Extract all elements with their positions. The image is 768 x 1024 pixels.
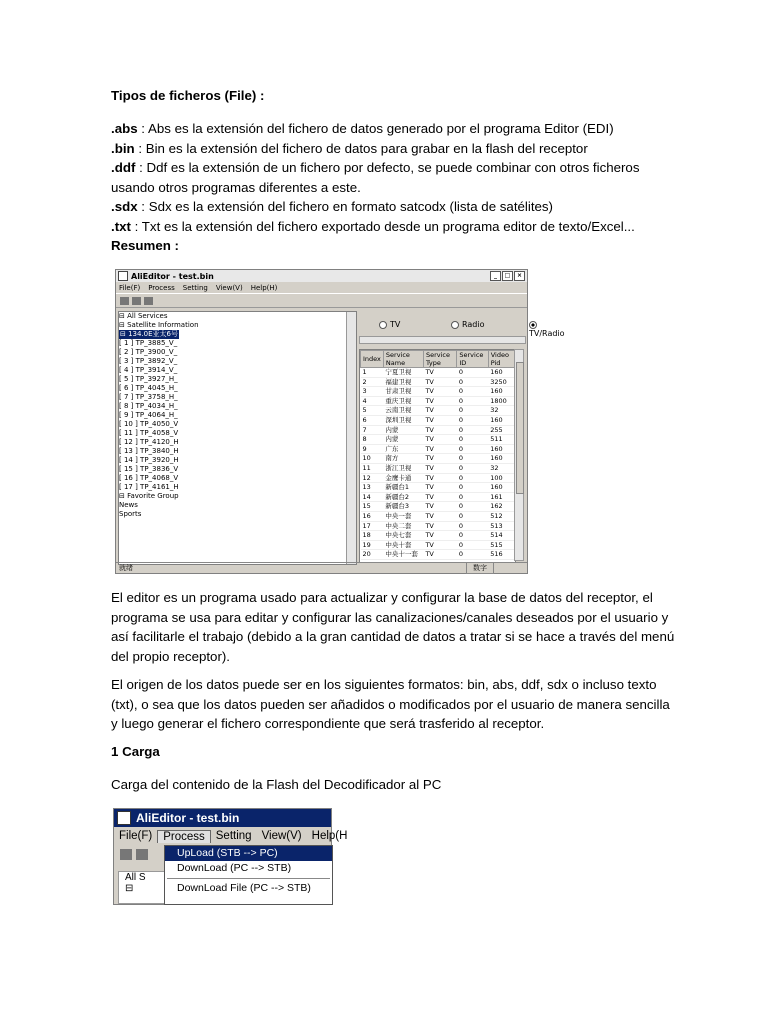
table-cell: 20 (361, 550, 384, 560)
table-row (361, 473, 515, 483)
tree-item: News (119, 501, 138, 509)
app-icon (118, 271, 128, 281)
table-cell: TV (423, 454, 456, 464)
paragraph-origin (111, 675, 670, 734)
table-row (361, 435, 515, 445)
resumen-label: Resumen : (111, 238, 179, 253)
col-service-type: Service Type (423, 351, 456, 368)
table-cell: 0 (457, 463, 488, 473)
table-cell: 新疆台3 (383, 502, 423, 512)
tree-item: ⊟ Favorite Group (119, 492, 179, 500)
col-video-pid: Video Pid (488, 351, 514, 368)
window-titlebar (114, 809, 331, 827)
radio-radio: Radio (451, 320, 484, 329)
status-bar (116, 562, 527, 573)
table-cell: 0 (457, 511, 488, 521)
window-title: AliEditor - test.bin (131, 271, 214, 281)
table-cell: 160 (488, 454, 514, 464)
table-cell: 12 (361, 473, 384, 483)
alieditor-screenshot-process-menu (113, 808, 348, 905)
tree-item: [ 10 ] TP_4050_V (119, 420, 179, 428)
table-cell: 内蒙 (383, 425, 423, 435)
tree-item: All S (125, 872, 146, 883)
radio-tv-radio: TV/Radio (529, 320, 565, 338)
table-scrollbar (514, 349, 524, 561)
table-row (361, 368, 515, 378)
table-cell: 160 (488, 483, 514, 493)
menu-setting: Setting (215, 830, 252, 842)
table-cell: 513 (488, 521, 514, 531)
table-cell: 160 (488, 415, 514, 425)
menu-view: View(V) (261, 830, 302, 842)
file-type-txt: .txt : Txt es la extensión del fichero exportado desde un programa editor de texto/Excel... (111, 218, 635, 234)
save-all-icon (144, 297, 153, 305)
menu-help: Help(H) (250, 283, 278, 292)
table-cell: 4 (361, 396, 384, 406)
menu-process: Process (157, 830, 211, 843)
table-row (361, 550, 515, 560)
tree-item: [ 3 ] TP_3892_V_ (119, 357, 178, 365)
window-title: AliEditor - test.bin (136, 811, 240, 825)
paragraph-line: El origen de los datos puede ser en los siguientes formatos: bin, abs, ddf, sdx o incluso texto (111, 677, 657, 692)
table-cell: 161 (488, 492, 514, 502)
radio-icon (379, 321, 387, 329)
menu-file: File(F) (119, 830, 153, 842)
table-cell: 32 (488, 463, 514, 473)
table-row (361, 444, 515, 454)
table-cell: 广东 (383, 444, 423, 454)
table-cell: TV (423, 415, 456, 425)
table-cell: 1800 (488, 396, 514, 406)
table-cell: 重庆卫视 (383, 396, 423, 406)
table-cell: 宁夏卫视 (383, 368, 423, 378)
scroll-thumb (516, 362, 524, 494)
table-cell: TV (423, 425, 456, 435)
tree-item: [ 13 ] TP_3840_H (119, 447, 179, 455)
table-cell: 0 (457, 368, 488, 378)
table-cell: 0 (457, 425, 488, 435)
app-icon (117, 811, 131, 825)
section-title: 1 Carga (111, 744, 160, 759)
tree-item: [ 12 ] TP_4120_H (119, 438, 179, 446)
table-cell: 深圳卫视 (383, 415, 423, 425)
tree-item-selected (119, 330, 356, 339)
file-type-ddf: .ddf : Ddf es la extensión de un fichero por defecto, se puede combinar con otros ficheros (111, 160, 640, 175)
table-cell: 3250 (488, 377, 514, 387)
table-cell: 中央七套 (383, 531, 423, 541)
table-cell: 514 (488, 531, 514, 541)
table-cell: 福建卫视 (383, 377, 423, 387)
table-cell: 0 (457, 387, 488, 397)
paragraph-line: del propio receptor). (111, 648, 230, 664)
table-cell: 14 (361, 492, 384, 502)
table-cell: 0 (457, 550, 488, 560)
table-cell: 0 (457, 483, 488, 493)
table-cell: 17 (361, 521, 384, 531)
table-cell: TV (423, 540, 456, 550)
table-cell: 新疆台2 (383, 492, 423, 502)
table-cell: 0 (457, 396, 488, 406)
table-row (361, 463, 515, 473)
table-cell: 0 (457, 531, 488, 541)
table-cell: TV (423, 511, 456, 521)
table-cell: 7 (361, 425, 384, 435)
tree-item: Sports (119, 510, 142, 518)
table-cell: 255 (488, 425, 514, 435)
col-service-id: Service ID (457, 351, 488, 368)
table-row (361, 492, 515, 502)
table-cell: 云南卫视 (383, 406, 423, 416)
table-cell: 160 (488, 368, 514, 378)
table-cell: 515 (488, 540, 514, 550)
table-cell: 2 (361, 377, 384, 387)
file-type-list (111, 119, 639, 256)
save-icon (136, 849, 148, 860)
table-cell: 100 (488, 473, 514, 483)
tree-item: [ 14 ] TP_3920_H (119, 456, 179, 464)
table-row (361, 454, 515, 464)
table-cell: TV (423, 387, 456, 397)
alieditor-screenshot-main (115, 269, 565, 574)
table-cell: 中央十套 (383, 540, 423, 550)
menu-process: Process (148, 283, 175, 292)
table-cell: 1 (361, 368, 384, 378)
menu-view: View(V) (215, 283, 243, 292)
table-cell: 15 (361, 502, 384, 512)
table-cell: 18 (361, 531, 384, 541)
paragraph-line: programa se usa para editar y configurar las canalizaciones/canales deseados por el usuario y (111, 609, 669, 625)
table-row (361, 511, 515, 521)
table-cell: 511 (488, 435, 514, 445)
tree-item: [ 15 ] TP_3836_V (119, 465, 179, 473)
paragraph-line: (txt), o sea que los datos pueden ser añadidos o modificados por el usuario de manera sencilla (111, 696, 670, 712)
table-cell: 8 (361, 435, 384, 445)
table-cell: 中央二套 (383, 521, 423, 531)
tree-item: [ 4 ] TP_3914_V_ (119, 366, 178, 374)
table-header (361, 351, 515, 368)
tree-item: [ 2 ] TP_3900_V_ (119, 348, 178, 356)
table-cell: 19 (361, 540, 384, 550)
table-cell: TV (423, 531, 456, 541)
open-icon (120, 849, 132, 860)
tree-item: [ 7 ] TP_3758_H_ (119, 393, 178, 401)
table-row (361, 415, 515, 425)
toolbar (116, 293, 527, 308)
table-cell: TV (423, 521, 456, 531)
table-cell: 中央十一套 (383, 550, 423, 560)
table-cell: TV (423, 463, 456, 473)
table-cell: TV (423, 406, 456, 416)
table-row (361, 406, 515, 416)
paragraph-editor (111, 588, 674, 666)
table-cell: TV (423, 473, 456, 483)
tree-item: [ 1 ] TP_3885_V_ (119, 339, 178, 347)
table-cell: 内蒙 (383, 435, 423, 445)
tree-item-selected-label: ⊟ 134.0E亚太6号 (120, 330, 179, 338)
menu-file: File(F) (119, 283, 141, 292)
table-cell: 0 (457, 454, 488, 464)
menu-bar (114, 827, 348, 845)
table-cell: 6 (361, 415, 384, 425)
table-cell: 中央一套 (383, 511, 423, 521)
window-titlebar (116, 270, 527, 282)
paragraph-line: El editor es un programa usado para actualizar y configurar la base de datos del receptor, el (111, 590, 653, 605)
table-row (361, 531, 515, 541)
table-cell: 10 (361, 454, 384, 464)
table-cell: 浙江卫视 (383, 463, 423, 473)
table-row (361, 377, 515, 387)
table-cell: 3 (361, 387, 384, 397)
radio-icon (451, 321, 459, 329)
table-row (361, 396, 515, 406)
table-cell: TV (423, 483, 456, 493)
section-heading: Tipos de ficheros (File) : (111, 88, 265, 103)
col-index: Index (361, 351, 384, 368)
table-cell: 512 (488, 511, 514, 521)
menu-item-download: DownLoad (PC --> STB) (177, 862, 292, 874)
table-row (361, 387, 515, 397)
table-cell: 甘肃卫视 (383, 387, 423, 397)
table-row (361, 425, 515, 435)
table-cell: TV (423, 444, 456, 454)
table-cell: 金鹰卡通 (383, 473, 423, 483)
file-type-sdx: .sdx : Sdx es la extensión del fichero en formato satcodx (lista de satélites) (111, 199, 553, 214)
tree-item: [ 5 ] TP_3927_H_ (119, 375, 178, 383)
maximize-icon: □ (502, 271, 513, 281)
table-cell: 0 (457, 473, 488, 483)
menu-item-upload: UpLoad (STB --> PC) (165, 846, 332, 861)
table-cell: 5 (361, 406, 384, 416)
menu-setting: Setting (182, 283, 208, 292)
table-cell: 0 (457, 444, 488, 454)
table-cell: 新疆台1 (383, 483, 423, 493)
paragraph-line: así facilitarle el trabajo (debido a la gran cantidad de datos a tratar si se hace a través del menú (111, 629, 675, 644)
tree-item: [ 8 ] TP_4034_H_ (119, 402, 178, 410)
menu-help: Help(H (311, 830, 348, 842)
table-cell: 162 (488, 502, 514, 512)
table-cell: 0 (457, 540, 488, 550)
menu-item-download-file: DownLoad File (PC --> STB) (177, 882, 311, 894)
file-type-abs: .abs : Abs es la extensión del fichero de datos generado por el programa Editor (EDI) (111, 121, 614, 136)
table-cell: 160 (488, 444, 514, 454)
table-row (361, 502, 515, 512)
save-icon (132, 297, 141, 305)
table-cell: TV (423, 492, 456, 502)
service-tree (118, 311, 357, 565)
file-type-ddf-cont: usando otros programas diferentes a este. (111, 179, 361, 195)
table-cell: 0 (457, 492, 488, 502)
table-cell: TV (423, 502, 456, 512)
tree-item: ⊟ Satellite Information (119, 321, 199, 329)
status-text: 就绪 (119, 564, 133, 572)
table-cell: 0 (457, 435, 488, 445)
table-row (361, 540, 515, 550)
table-cell: 32 (488, 406, 514, 416)
table-cell: 0 (457, 502, 488, 512)
paragraph-line: y luego generar el fichero correspondiente que será trasferido al receptor. (111, 716, 545, 731)
table-cell: TV (423, 435, 456, 445)
radio-tv: TV (379, 320, 400, 329)
col-service-name: Service Name (383, 351, 423, 368)
table-cell: TV (423, 377, 456, 387)
table-cell: TV (423, 396, 456, 406)
status-indicator: 数字 (466, 562, 494, 574)
menu-separator (167, 878, 330, 879)
horizontal-scrollbar (359, 336, 526, 344)
table-cell: 南方 (383, 454, 423, 464)
menu-bar (116, 282, 527, 293)
radio-selected-icon (529, 321, 537, 329)
table-cell: 160 (488, 387, 514, 397)
table-cell: 0 (457, 406, 488, 416)
tree-item: [ 17 ] TP_4161_H (119, 483, 179, 491)
table-cell: 9 (361, 444, 384, 454)
table-cell: TV (423, 368, 456, 378)
service-table (359, 349, 516, 563)
section-description: Carga del contenido de la Flash del Decodificador al PC (111, 777, 442, 792)
table-cell: 11 (361, 463, 384, 473)
tree-item: [ 16 ] TP_4068_V (119, 474, 179, 482)
process-dropdown (164, 845, 333, 905)
table-row (361, 483, 515, 493)
table-cell: 516 (488, 550, 514, 560)
tree-item: ⊟ (125, 883, 134, 894)
table-cell: 16 (361, 511, 384, 521)
minimize-icon: _ (490, 271, 501, 281)
tree-item: ⊟ All Services (119, 312, 168, 320)
open-icon (120, 297, 129, 305)
table-cell: TV (423, 550, 456, 560)
table-cell: 0 (457, 377, 488, 387)
table-cell: 0 (457, 415, 488, 425)
tree-item: [ 6 ] TP_4045_H_ (119, 384, 178, 392)
tree-scrollbar (346, 312, 356, 564)
close-icon: × (514, 271, 525, 281)
service-tree (118, 871, 168, 904)
table-cell: 0 (457, 521, 488, 531)
table-row (361, 521, 515, 531)
tree-item: [ 11 ] TP_4058_V (119, 429, 179, 437)
tree-item: [ 9 ] TP_4064_H_ (119, 411, 178, 419)
file-type-bin: .bin : Bin es la extensión del fichero de datos para grabar en la flash del receptor (111, 140, 588, 156)
table-cell: 13 (361, 483, 384, 493)
